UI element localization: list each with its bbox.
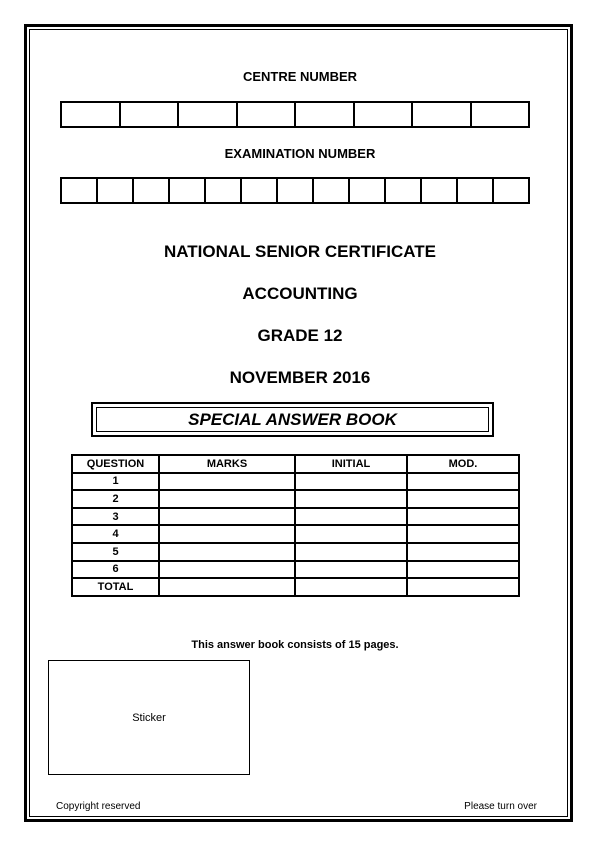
marks-cell[interactable] bbox=[159, 543, 295, 561]
centre-number-digit-box[interactable] bbox=[470, 103, 529, 126]
centre-number-label: CENTRE NUMBER bbox=[242, 69, 358, 84]
marks-table-header bbox=[72, 455, 519, 473]
examination-number-digit-box[interactable] bbox=[62, 179, 96, 202]
column-header-question: QUESTION bbox=[72, 455, 159, 473]
examination-number-label: EXAMINATION NUMBER bbox=[224, 146, 376, 161]
initial-cell[interactable] bbox=[295, 561, 407, 579]
centre-number-digit-box[interactable] bbox=[236, 103, 295, 126]
examination-number-digit-box[interactable] bbox=[348, 179, 384, 202]
examination-number-digit-box[interactable] bbox=[168, 179, 204, 202]
centre-number-boxes bbox=[60, 101, 530, 128]
centre-number-digit-box[interactable] bbox=[294, 103, 353, 126]
column-header-initial: INITIAL bbox=[295, 455, 407, 473]
examination-number-digit-box[interactable] bbox=[456, 179, 492, 202]
examination-number-digit-box[interactable] bbox=[240, 179, 276, 202]
marks-cell[interactable] bbox=[159, 525, 295, 543]
initial-cell[interactable] bbox=[295, 578, 407, 596]
special-answer-book-banner bbox=[91, 402, 494, 437]
marks-cell[interactable] bbox=[159, 490, 295, 508]
marks-cell[interactable] bbox=[159, 561, 295, 579]
session-title: NOVEMBER 2016 bbox=[229, 368, 371, 387]
centre-number-digit-box[interactable] bbox=[119, 103, 178, 126]
copyright-footer: Copyright reserved bbox=[56, 801, 141, 812]
certificate-title: NATIONAL SENIOR CERTIFICATE bbox=[164, 242, 436, 261]
table-row bbox=[72, 543, 519, 561]
centre-number-digit-box[interactable] bbox=[411, 103, 470, 126]
table-row bbox=[72, 508, 519, 526]
mod-cell[interactable] bbox=[407, 561, 519, 579]
mod-cell[interactable] bbox=[407, 473, 519, 491]
mod-cell[interactable] bbox=[407, 543, 519, 561]
examination-number-digit-box[interactable] bbox=[204, 179, 240, 202]
column-header-marks: MARKS bbox=[159, 455, 295, 473]
marks-cell[interactable] bbox=[159, 508, 295, 526]
table-row bbox=[72, 525, 519, 543]
total-label: TOTAL bbox=[72, 578, 159, 596]
centre-number-digit-box[interactable] bbox=[353, 103, 412, 126]
examination-number-boxes bbox=[60, 177, 530, 204]
question-number: 4 bbox=[72, 525, 159, 543]
column-header-mod: MOD. bbox=[407, 455, 519, 473]
examination-number-digit-box[interactable] bbox=[132, 179, 168, 202]
initial-cell[interactable] bbox=[295, 490, 407, 508]
question-number: 2 bbox=[72, 490, 159, 508]
mod-cell[interactable] bbox=[407, 578, 519, 596]
table-row bbox=[72, 490, 519, 508]
total-row bbox=[72, 578, 519, 596]
mod-cell[interactable] bbox=[407, 508, 519, 526]
examination-number-digit-box[interactable] bbox=[312, 179, 348, 202]
subject-title: ACCOUNTING bbox=[242, 284, 358, 303]
question-number: 3 bbox=[72, 508, 159, 526]
marks-table bbox=[71, 454, 520, 597]
marks-cell[interactable] bbox=[159, 473, 295, 491]
examination-number-digit-box[interactable] bbox=[276, 179, 312, 202]
grade-title: GRADE 12 bbox=[257, 326, 343, 345]
sticker-box bbox=[48, 660, 250, 775]
mod-cell[interactable] bbox=[407, 490, 519, 508]
special-answer-book-text: SPECIAL ANSWER BOOK bbox=[96, 407, 489, 432]
sticker-label: Sticker bbox=[132, 711, 166, 724]
examination-number-digit-box[interactable] bbox=[384, 179, 420, 202]
examination-number-digit-box[interactable] bbox=[96, 179, 132, 202]
mod-cell[interactable] bbox=[407, 525, 519, 543]
initial-cell[interactable] bbox=[295, 543, 407, 561]
initial-cell[interactable] bbox=[295, 525, 407, 543]
initial-cell[interactable] bbox=[295, 508, 407, 526]
centre-number-digit-box[interactable] bbox=[62, 103, 119, 126]
table-row bbox=[72, 473, 519, 491]
question-number: 1 bbox=[72, 473, 159, 491]
question-number: 5 bbox=[72, 543, 159, 561]
marks-cell[interactable] bbox=[159, 578, 295, 596]
page-count-note: This answer book consists of 15 pages. bbox=[191, 639, 399, 651]
centre-number-digit-box[interactable] bbox=[177, 103, 236, 126]
initial-cell[interactable] bbox=[295, 473, 407, 491]
examination-number-digit-box[interactable] bbox=[420, 179, 456, 202]
question-number: 6 bbox=[72, 561, 159, 579]
table-row bbox=[72, 561, 519, 579]
examination-number-digit-box[interactable] bbox=[492, 179, 528, 202]
turn-over-footer: Please turn over bbox=[464, 801, 537, 812]
